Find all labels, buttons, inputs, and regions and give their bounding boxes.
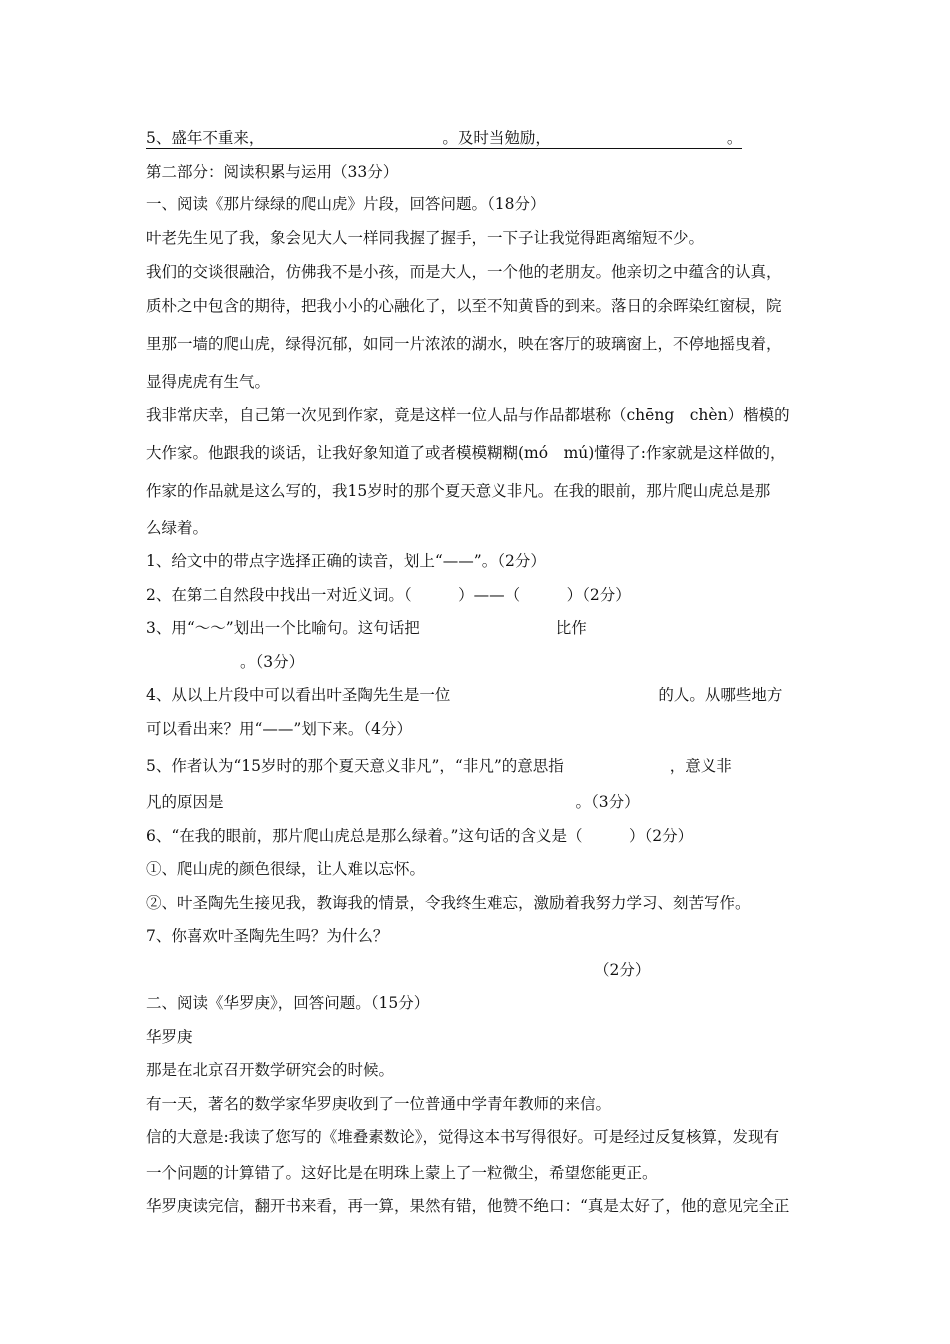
question-3-text-b: 比作 [555, 619, 587, 637]
q5-blank-2[interactable] [551, 128, 727, 149]
question-5-text-c: 凡的原因是 [146, 793, 224, 811]
reading1-paragraph-1: 叶老先生见了我，象会见大人一样同我握了握手，一下子让我觉得距离缩短不少。 [146, 229, 705, 247]
question-3-line-1 [146, 618, 587, 638]
question-2: 2、在第二自然段中找出一对近义词。（ ）——（ ）（2分） [146, 586, 631, 604]
reading1-paragraph-3-line-1: 我非常庆幸，自己第一次见到作家，竟是这样一位人品与作品都堪称（chēng chèn）楷模的 [146, 406, 790, 424]
question-7-score: （2分） [594, 961, 651, 979]
q5-fill-part3: 。 [726, 129, 743, 147]
reading2-paragraph-4-line-1: 华罗庚读完信，翻开书来看，再一算，果然有错，他赞不绝口：“真是太好了，他的意见完全正 [146, 1197, 790, 1215]
reading2-paragraph-3-line-2: 一个问题的计算错了。这好比是在明珠上蒙上了一粒微尘，希望您能更正。 [146, 1164, 658, 1182]
question-4-line-1 [146, 685, 782, 705]
question-3-text-a: 3、用“～～”划出一个比喻句。这句话把 [146, 619, 420, 637]
question-1: 1、给文中的带点字选择正确的读音，划上“——”。（2分） [146, 552, 546, 570]
reading1-paragraph-3-line-3: 作家的作品就是这么写的，我15岁时的那个夏天意义非凡。在我的眼前，那片爬山虎总是那 [146, 482, 771, 500]
question-4-line-2: 可以看出来？用“——”划下来。（4分） [146, 720, 412, 738]
reading1-paragraph-2-line-4: 显得虎虎有生气。 [146, 373, 271, 391]
question-6: 6、“在我的眼前，那片爬山虎总是那么绿着。”这句话的含义是（ ）（2分） [146, 827, 694, 845]
section2-title: 第二部分：阅读积累与运用（33分） [146, 163, 399, 181]
reading1-paragraph-2-line-2: 质朴之中包含的期待，把我小小的心融化了，以至不知黄昏的到来。落日的余晖染红窗棂，院 [146, 297, 782, 315]
question-5-line-1 [146, 756, 732, 776]
question-5-text-a: 5、作者认为“15岁时的那个夏天意义非凡”，“非凡”的意思指 [146, 757, 564, 775]
question-6-option-2: ②、叶圣陶先生接见我，教诲我的情景，令我终生难忘，激励着我努力学习、刻苦写作。 [146, 894, 751, 912]
reading1-paragraph-3-line-2: 大作家。他跟我的谈话，让我好象知道了或者模模糊糊(mó mú)懂得了:作家就是这样做的， [146, 444, 786, 462]
question-3-line-2: 。（3分） [240, 653, 305, 671]
reading1-paragraph-2-line-1: 我们的交谈很融洽，仿佛我不是小孩，而是大人，一个他的老朋友。他亲切之中蕴含的认真， [146, 263, 782, 281]
reading2-heading: 华罗庚 [146, 1028, 193, 1046]
reading2-paragraph-1: 那是在北京召开数学研究会的时候。 [146, 1061, 395, 1079]
reading2-paragraph-2: 有一天，著名的数学家华罗庚收到了一位普通中学青年教师的来信。 [146, 1095, 612, 1113]
question-7: 7、你喜欢叶圣陶先生吗？为什么？ [146, 927, 389, 945]
question-6-option-1: ①、爬山虎的颜色很绿，让人难以忘怀。 [146, 860, 426, 878]
question-4-text-a: 4、从以上片段中可以看出叶圣陶先生是一位 [146, 686, 451, 704]
q5-fill-line [146, 128, 742, 149]
reading1-paragraph-3-line-4: 么绿着。 [146, 519, 209, 537]
reading2-title: 二、阅读《华罗庚》，回答问题。（15分） [146, 994, 430, 1012]
question-5-text-d: 。（3分） [575, 793, 640, 811]
q5-blank-1[interactable] [266, 128, 442, 149]
reading1-title: 一、阅读《那片绿绿的爬山虎》片段，回答问题。（18分） [146, 195, 546, 213]
q5-fill-part1: 5、盛年不重来， [146, 129, 265, 147]
question-5-text-b: ，意义非 [669, 757, 732, 775]
question-4-text-b: 的人。从哪些地方 [658, 686, 783, 704]
q5-fill-part2: 。及时当勉励， [442, 129, 551, 147]
question-5-line-2 [146, 792, 640, 812]
reading1-paragraph-2-line-3: 里那一墙的爬山虎，绿得沉郁，如同一片浓浓的湖水，映在客厅的玻璃窗上，不停地摇曳着， [146, 335, 782, 353]
reading2-paragraph-3-line-1: 信的大意是:我读了您写的《堆叠素数论》，觉得这本书写得很好。可是经过反复核算，发现有 [146, 1128, 779, 1146]
